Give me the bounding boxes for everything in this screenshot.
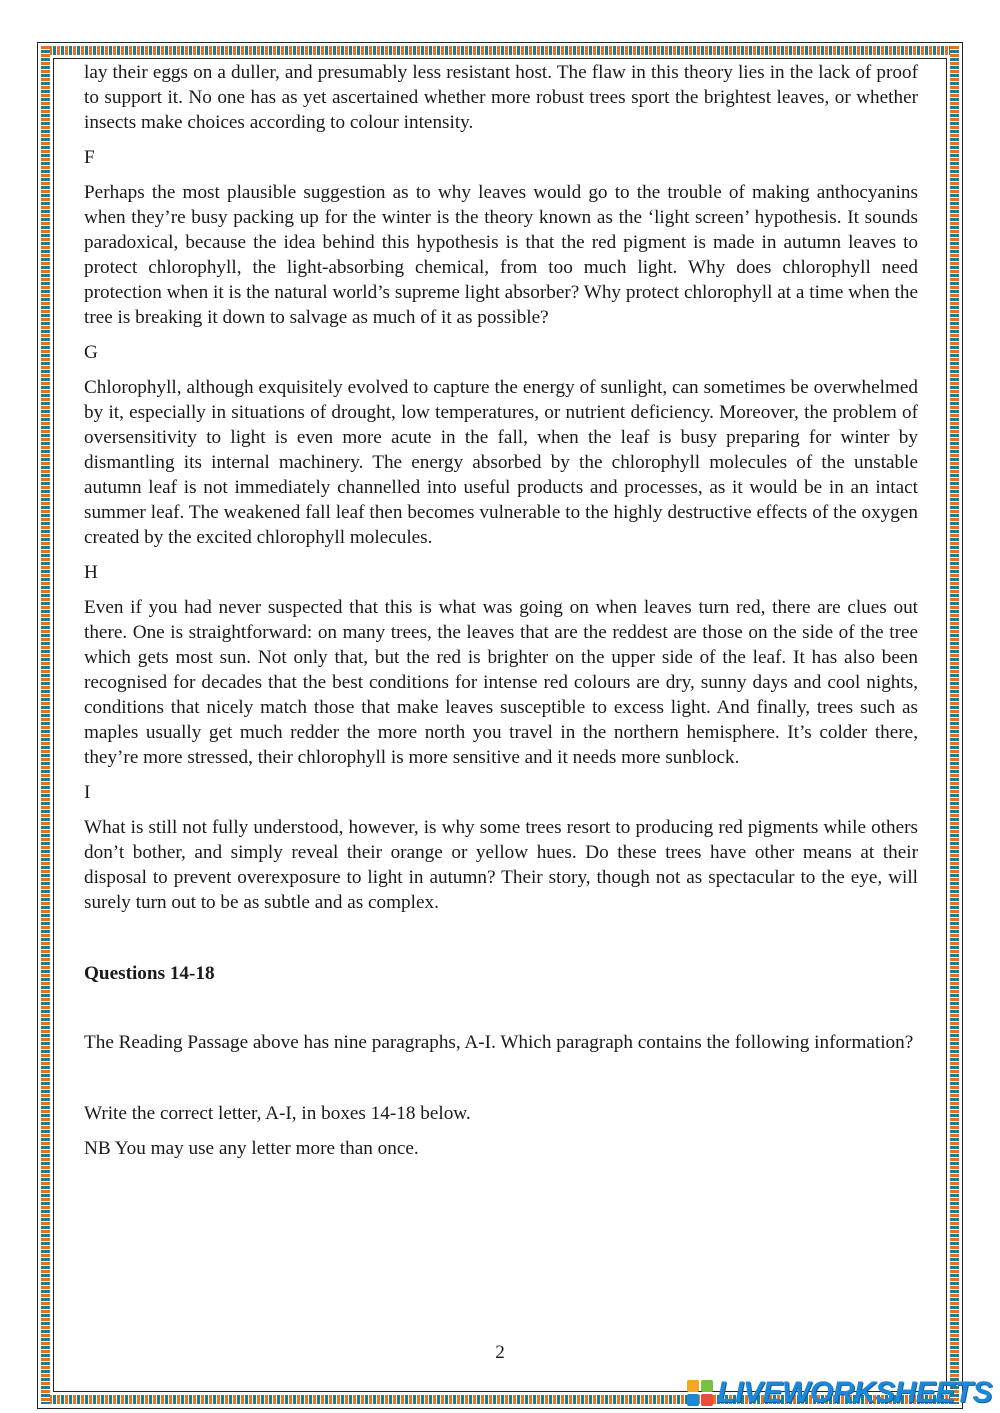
liveworksheets-watermark <box>687 1375 992 1411</box>
watermark-text: LIVEWORKSHEETS <box>717 1376 992 1409</box>
liveworksheets-logo-icon <box>687 1380 713 1406</box>
instruction-write-letter: Write the correct letter, A-I, in boxes 14-18 below. <box>84 1103 471 1124</box>
paragraph-e-continued: lay their eggs on a duller, and presumably less resistant host. The flaw in this theory lies in the lack of proof to support it. No one has as yet ascertained whether more robust trees sport the brightest leaves, or whether insects make choices according to colour intensity. <box>84 62 918 133</box>
reading-passage <box>84 60 918 1161</box>
paragraph-g: Chlorophyll, although exquisitely evolved to capture the energy of sunlight, can sometimes be overwhelmed by it, especially in situations of drought, low temperatures, or nutrient deficiency. Moreover, the problem of oversensitivity to light is even more acute in the fall, when the leaf is busy preparing for winter by dismantling its internal machinery. The energy absorbed by the chlorophyll molecules of the unstable autumn leaf is not immediately channelled into useful products and processes, as it would be in an intact summer leaf. The weakened fall leaf then becomes vulnerable to the highly destructive effects of the oxygen created by the excited chlorophyll molecules. <box>84 377 918 548</box>
paragraph-letter-i: I <box>84 782 91 803</box>
instruction-nb-note: NB You may use any letter more than once. <box>84 1138 419 1159</box>
questions-heading: Questions 14-18 <box>84 963 215 984</box>
paragraph-letter-h: H <box>84 562 98 583</box>
paragraph-i: What is still not fully understood, however, is why some trees resort to producing red pigments while others don’t bother, and simply reveal their orange or yellow hues. Do these trees have other means at their disposal to prevent overexposure to light in autumn? Their story, though not as spectacular to the eye, will surely turn out to be as subtle and as complex. <box>84 817 918 913</box>
paragraph-letter-f: F <box>84 147 95 168</box>
paragraph-h: Even if you had never suspected that this is what was going on when leaves turn red, there are clues out there. One is straightforward: on many trees, the leaves that are the reddest are those on the side of the tree which gets most sun. Not only that, but the red is brighter on the upper side of the leaf. It has also been recognised for decades that the best conditions for intense red colours are dry, sunny days and cool nights, conditions that nicely match those that make leaves susceptible to excess light. And finally, trees such as maples usually get much redder the more north you travel in the northern hemisphere. It’s colder there, they’re more stressed, their chlorophyll is more sensitive and it needs more sunblock. <box>84 597 918 768</box>
decorative-border-left <box>41 46 50 1404</box>
decorative-border-right <box>950 46 959 1404</box>
paragraph-letter-g: G <box>84 342 98 363</box>
page-number: 2 <box>495 1342 505 1363</box>
decorative-border-top <box>41 46 959 55</box>
instruction-paragraph-match: The Reading Passage above has nine paragraphs, A-I. Which paragraph contains the following information? <box>84 1032 914 1053</box>
paragraph-f: Perhaps the most plausible suggestion as to why leaves would go to the trouble of making anthocyanins when they’re busy packing up for the winter is the theory known as the ‘light screen’ hypothesis. It sounds paradoxical, because the idea behind this hypothesis is that the red pigment is made in autumn leaves to protect chlorophyll, the light-absorbing chemical, from too much light. Why does chlorophyll need protection when it is the natural world’s supreme light absorber? Why protect chlorophyll at a time when the tree is breaking it down to salvage as much of it as possible? <box>84 182 918 328</box>
